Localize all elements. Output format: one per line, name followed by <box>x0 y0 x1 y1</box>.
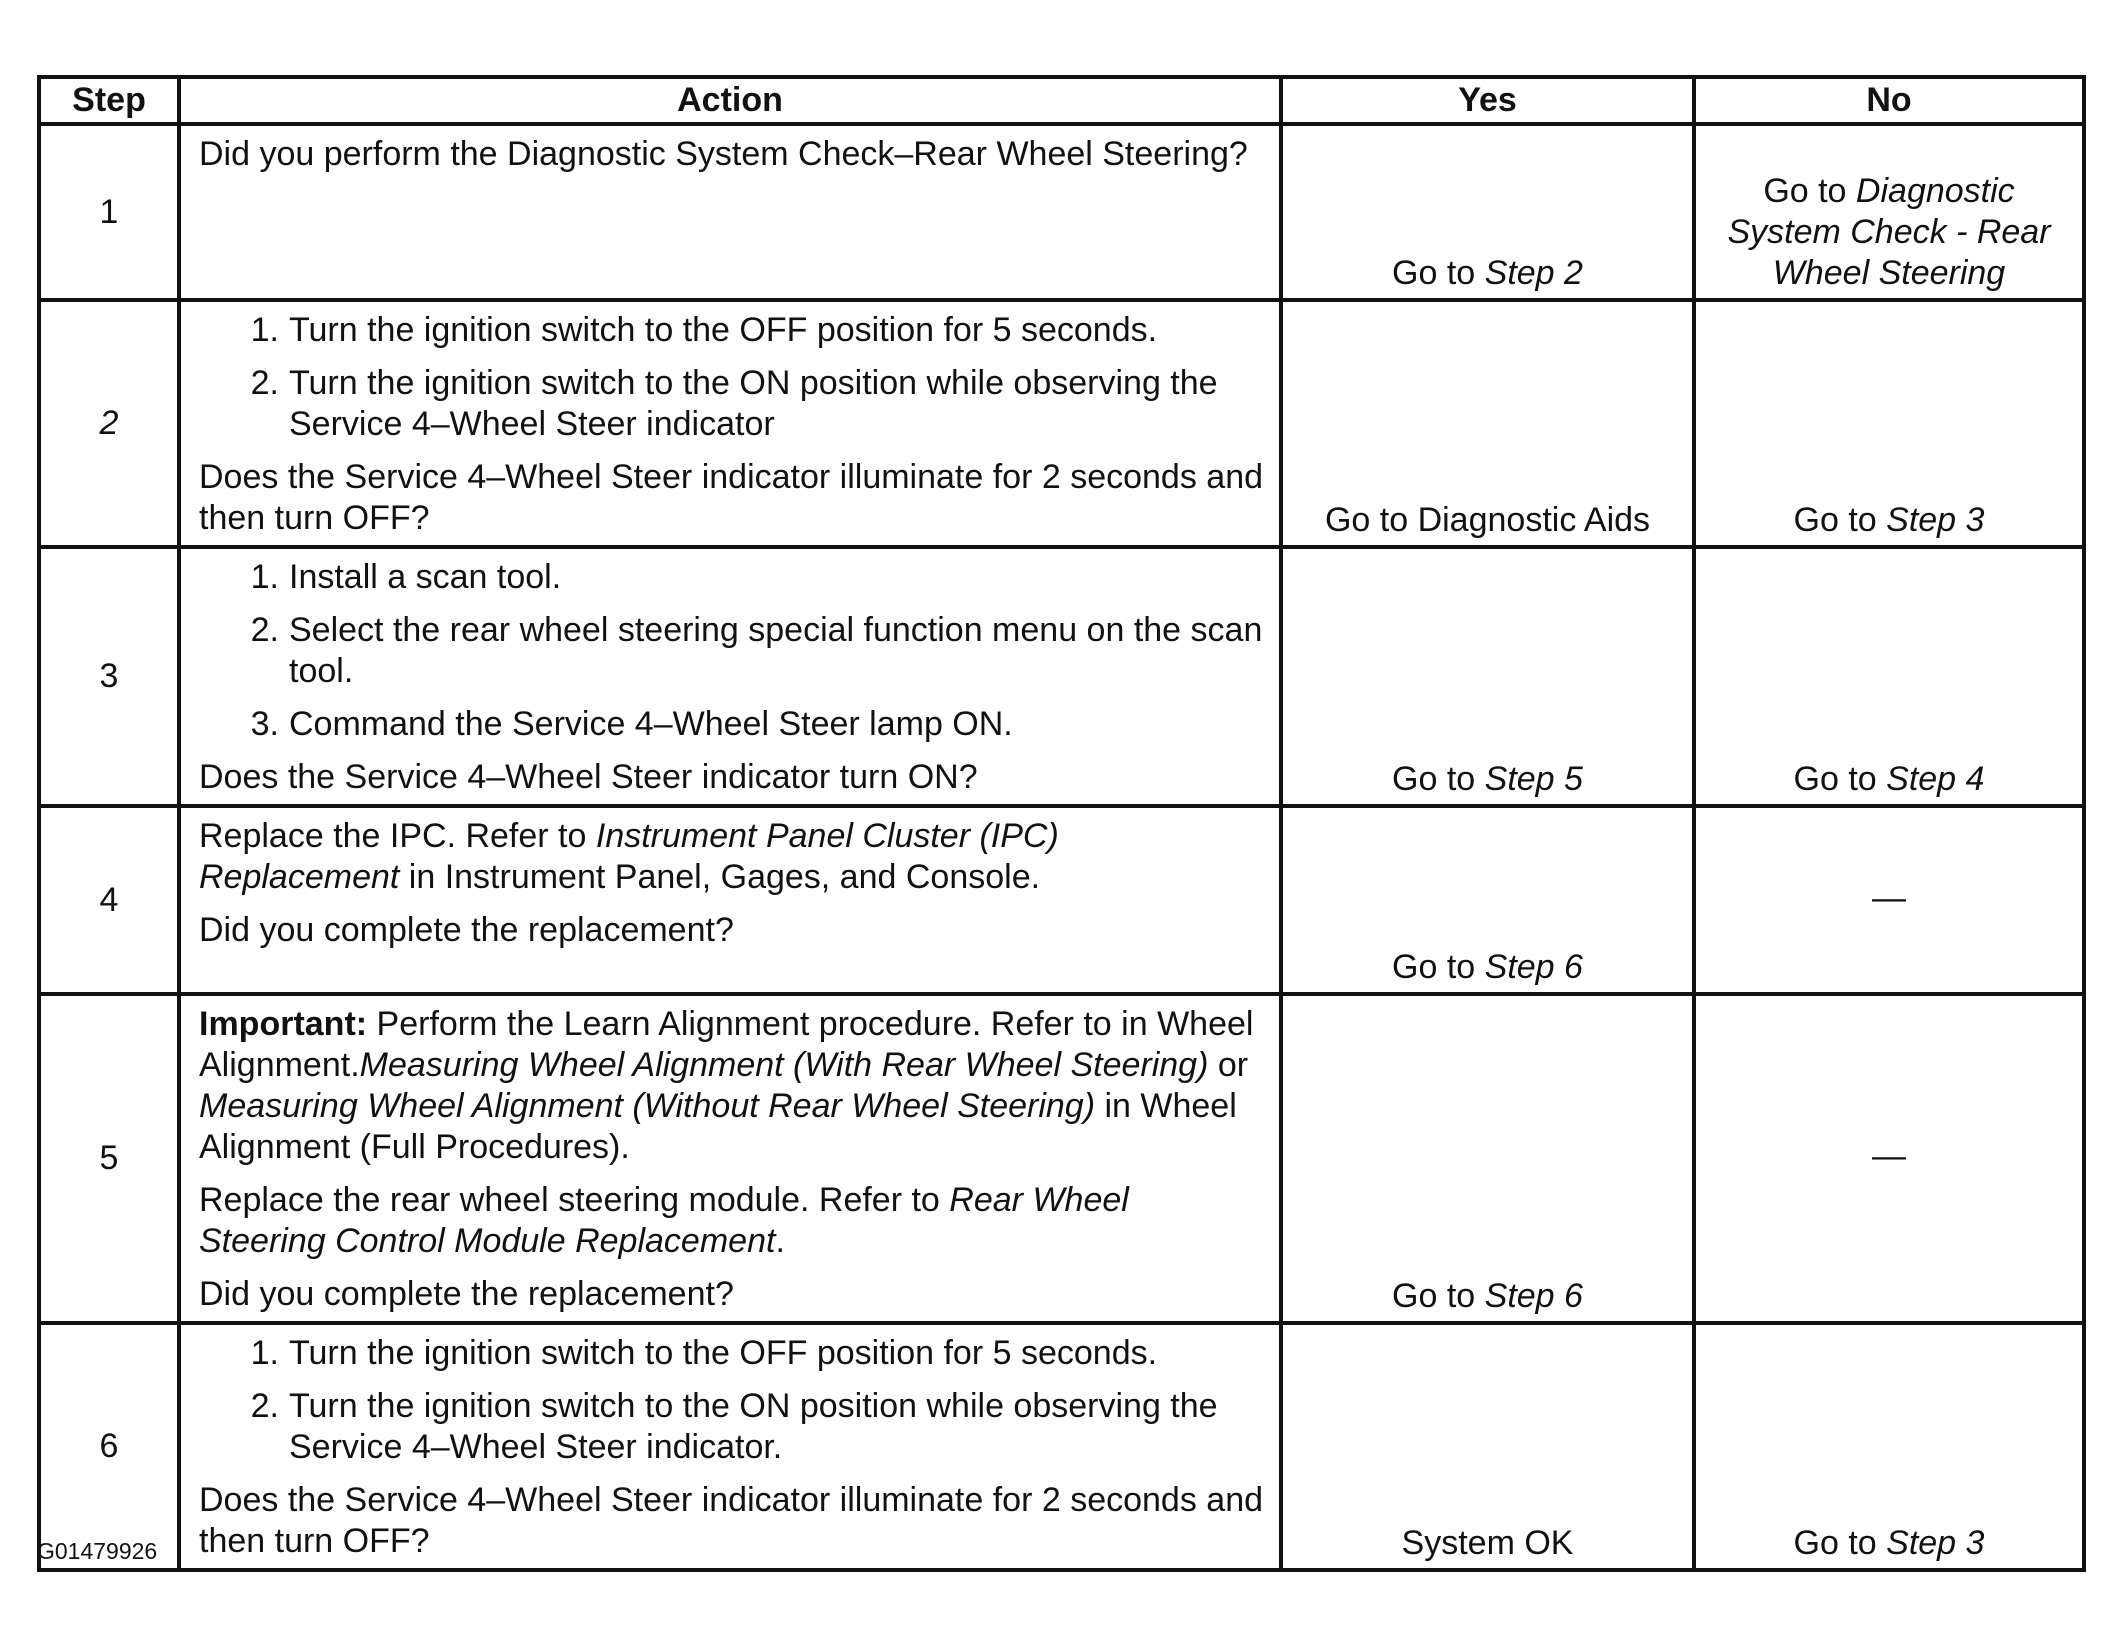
action-question: Does the Service 4–Wheel Steer indicator turn ON? <box>199 758 978 796</box>
yes-step-ref: Step 6 <box>1484 1277 1583 1315</box>
action-question: Did you complete the replacement? <box>199 1275 734 1313</box>
action-question: Does the Service 4–Wheel Steer indicator illuminate for 2 seconds and then turn OFF? <box>199 458 1264 537</box>
yes-cell <box>1281 547 1694 806</box>
action-cell <box>179 994 1281 1323</box>
action-step-item: 2. Select the rear wheel steering special function menu on the scan tool. <box>250 611 1263 690</box>
header-step: Step <box>39 77 179 124</box>
action-cell <box>179 300 1281 547</box>
action-step-item: 2. Turn the ignition switch to the ON position while observing the Service 4–Wheel Steer indicator <box>250 364 1218 443</box>
step-number: 2 <box>39 300 179 547</box>
yes-text: Go to <box>1392 948 1485 986</box>
figure-id: G01479926 <box>37 1538 158 1564</box>
no-cell <box>1694 547 2084 806</box>
no-step-ref: Step 4 <box>1886 760 1985 798</box>
no-step-ref: Step 3 <box>1886 501 1985 539</box>
important-note: Important: Perform the Learn Alignment procedure. Refer to in Wheel Alignment.Measuring Wheel Alignment (With Rear Wheel Steering) or Measuring Wheel Alignment (Without Rear Wheel Steering) in Wheel Alignment (Full Procedures). <box>199 1005 1254 1166</box>
no-dash: — <box>1872 1137 1906 1175</box>
header-no: No <box>1694 77 2084 124</box>
action-question: Does the Service 4–Wheel Steer indicator illuminate for 2 seconds and then turn OFF? <box>199 1481 1264 1560</box>
table-row <box>39 300 2084 547</box>
action-step-item: 1. Install a scan tool. <box>250 558 562 596</box>
no-text: Go to <box>1763 172 1856 210</box>
yes-cell <box>1281 1323 1694 1570</box>
no-dash: — <box>1872 878 1906 917</box>
yes-step-ref: Step 2 <box>1484 254 1583 292</box>
table-row <box>39 806 2084 994</box>
action-cell <box>179 806 1281 994</box>
yes-step-ref: Step 6 <box>1484 948 1583 986</box>
no-text: Go to <box>1793 760 1887 798</box>
action-cell <box>179 547 1281 806</box>
step-number: 5 <box>39 994 179 1323</box>
table-row <box>39 124 2084 300</box>
step-number: 6 <box>39 1323 179 1570</box>
action-step-item: 1. Turn the ignition switch to the OFF position for 5 seconds. <box>250 311 1158 349</box>
yes-text: Go to <box>1392 1277 1485 1315</box>
action-paragraph: Replace the rear wheel steering module. Refer to Rear Wheel Steering Control Module Replacement. <box>199 1181 1129 1260</box>
yes-text: System OK <box>1401 1524 1574 1562</box>
diagnostic-table <box>37 75 2086 1572</box>
yes-text: Go to Diagnostic Aids <box>1324 501 1651 539</box>
table-row <box>39 547 2084 806</box>
no-cell <box>1694 300 2084 547</box>
no-cell <box>1694 994 2084 1323</box>
no-ref-part1: Diagnostic <box>1855 172 2015 210</box>
important-label: Important: <box>199 1005 368 1043</box>
yes-text: Go to <box>1392 760 1485 798</box>
action-step-item: 2. Turn the ignition switch to the ON position while observing the Service 4–Wheel Steer indicator. <box>250 1387 1218 1466</box>
no-step-ref: Step 3 <box>1886 1524 1985 1562</box>
no-text: Go to <box>1793 501 1887 539</box>
header-row <box>39 77 2084 124</box>
header-yes: Yes <box>1281 77 1694 124</box>
yes-text: Go to <box>1392 254 1485 292</box>
step-number: 4 <box>39 806 179 994</box>
yes-cell <box>1281 806 1694 994</box>
header-action: Action <box>179 77 1281 124</box>
action-step-item: 1. Turn the ignition switch to the OFF position for 5 seconds. <box>250 1334 1158 1372</box>
no-text: Go to <box>1793 1524 1887 1562</box>
action-step-item: 3. Command the Service 4–Wheel Steer lamp ON. <box>250 705 1013 743</box>
no-cell <box>1694 124 2084 300</box>
no-cell <box>1694 1323 2084 1570</box>
action-paragraph: Replace the IPC. Refer to Instrument Panel Cluster (IPC) Replacement in Instrument Panel, Gages, and Console. <box>199 817 1059 896</box>
action-cell <box>179 124 1281 300</box>
action-cell <box>179 1323 1281 1570</box>
step-number: 1 <box>39 124 179 300</box>
no-cell <box>1694 806 2084 994</box>
yes-cell <box>1281 994 1694 1323</box>
yes-step-ref: Step 5 <box>1484 760 1583 798</box>
action-question: Did you perform the Diagnostic System Check–Rear Wheel Steering? <box>199 135 1248 173</box>
table-row <box>39 994 2084 1323</box>
step-number: 3 <box>39 547 179 806</box>
yes-cell <box>1281 300 1694 547</box>
no-ref-part2: System Check - Rear Wheel Steering <box>1727 213 2051 292</box>
yes-cell <box>1281 124 1694 300</box>
table-row <box>39 1323 2084 1570</box>
action-question: Did you complete the replacement? <box>199 911 734 949</box>
